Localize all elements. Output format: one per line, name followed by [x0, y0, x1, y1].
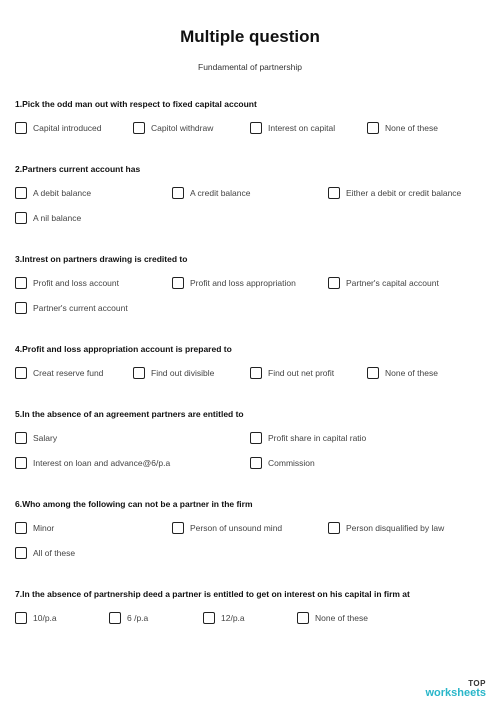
q1-option-3[interactable]: Interest on capital — [250, 122, 335, 134]
q7-option-4[interactable]: None of these — [297, 612, 368, 624]
checkbox[interactable] — [172, 522, 184, 534]
q5-option-3[interactable]: Interest on loan and advance@6/p.a — [15, 457, 170, 469]
checkbox[interactable] — [328, 187, 340, 199]
q5-option-4[interactable]: Commission — [250, 457, 315, 469]
q1-option-1[interactable]: Capital introduced — [15, 122, 102, 134]
q7-option-3[interactable]: 12/p.a — [203, 612, 245, 624]
q6-option-3[interactable]: Person disqualified by law — [328, 522, 444, 534]
q2-option-1[interactable]: A debit balance — [15, 187, 91, 199]
q3-option-1[interactable]: Profit and loss account — [15, 277, 119, 289]
q4-option-2[interactable]: Find out divisible — [133, 367, 214, 379]
q6-option-1[interactable]: Minor — [15, 522, 54, 534]
checkbox[interactable] — [15, 522, 27, 534]
checkbox[interactable] — [203, 612, 215, 624]
q2-option-3[interactable]: Either a debit or credit balance — [328, 187, 461, 199]
question-5: 5.In the absence of an agreement partners are entitled to — [15, 409, 244, 419]
checkbox[interactable] — [250, 122, 262, 134]
question-7: 7.In the absence of partnership deed a partner is entitled to get on interest on his capital in firm at — [15, 589, 410, 599]
q4-option-4[interactable]: None of these — [367, 367, 438, 379]
checkbox[interactable] — [15, 122, 27, 134]
q3-option-3[interactable]: Partner's capital account — [328, 277, 439, 289]
q4-option-1[interactable]: Creat reserve fund — [15, 367, 103, 379]
q3-option-2[interactable]: Profit and loss appropriation — [172, 277, 296, 289]
q5-option-1[interactable]: Salary — [15, 432, 57, 444]
q7-option-2[interactable]: 6 /p.a — [109, 612, 148, 624]
q6-option-2[interactable]: Person of unsound mind — [172, 522, 282, 534]
logo-top-text: TOP — [468, 679, 486, 688]
checkbox[interactable] — [15, 432, 27, 444]
checkbox[interactable] — [328, 522, 340, 534]
q4-option-3[interactable]: Find out net profit — [250, 367, 334, 379]
checkbox[interactable] — [250, 457, 262, 469]
checkbox[interactable] — [15, 367, 27, 379]
topworksheets-logo — [425, 680, 486, 699]
q1-option-2[interactable]: Capitol withdraw — [133, 122, 213, 134]
checkbox[interactable] — [250, 432, 262, 444]
checkbox[interactable] — [172, 187, 184, 199]
checkbox[interactable] — [109, 612, 121, 624]
checkbox[interactable] — [15, 547, 27, 559]
q5-option-2[interactable]: Profit share in capital ratio — [250, 432, 366, 444]
logo-main-text: worksheets — [425, 687, 486, 699]
question-6: 6.Who among the following can not be a partner in the firm — [15, 499, 253, 509]
question-4: 4.Profit and loss appropriation account is prepared to — [15, 344, 232, 354]
question-1: 1.Pick the odd man out with respect to fixed capital account — [15, 99, 257, 109]
question-3: 3.Intrest on partners drawing is credited to — [15, 254, 188, 264]
checkbox[interactable] — [250, 367, 262, 379]
q2-option-2[interactable]: A credit balance — [172, 187, 250, 199]
checkbox[interactable] — [15, 187, 27, 199]
page-title: Multiple question — [180, 27, 320, 46]
checkbox[interactable] — [172, 277, 184, 289]
checkbox[interactable] — [133, 122, 145, 134]
checkbox[interactable] — [367, 367, 379, 379]
q7-option-1[interactable]: 10/p.a — [15, 612, 57, 624]
page-subtitle: Fundamental of partnership — [198, 62, 302, 72]
checkbox[interactable] — [297, 612, 309, 624]
question-2: 2.Partners current account has — [15, 164, 141, 174]
checkbox[interactable] — [15, 277, 27, 289]
q2-option-4[interactable]: A nil balance — [15, 212, 81, 224]
q3-option-4[interactable]: Partner's current account — [15, 302, 128, 314]
checkbox[interactable] — [367, 122, 379, 134]
checkbox[interactable] — [328, 277, 340, 289]
checkbox[interactable] — [133, 367, 145, 379]
checkbox[interactable] — [15, 212, 27, 224]
q1-option-4[interactable]: None of these — [367, 122, 438, 134]
checkbox[interactable] — [15, 302, 27, 314]
checkbox[interactable] — [15, 457, 27, 469]
q6-option-4[interactable]: All of these — [15, 547, 75, 559]
checkbox[interactable] — [15, 612, 27, 624]
